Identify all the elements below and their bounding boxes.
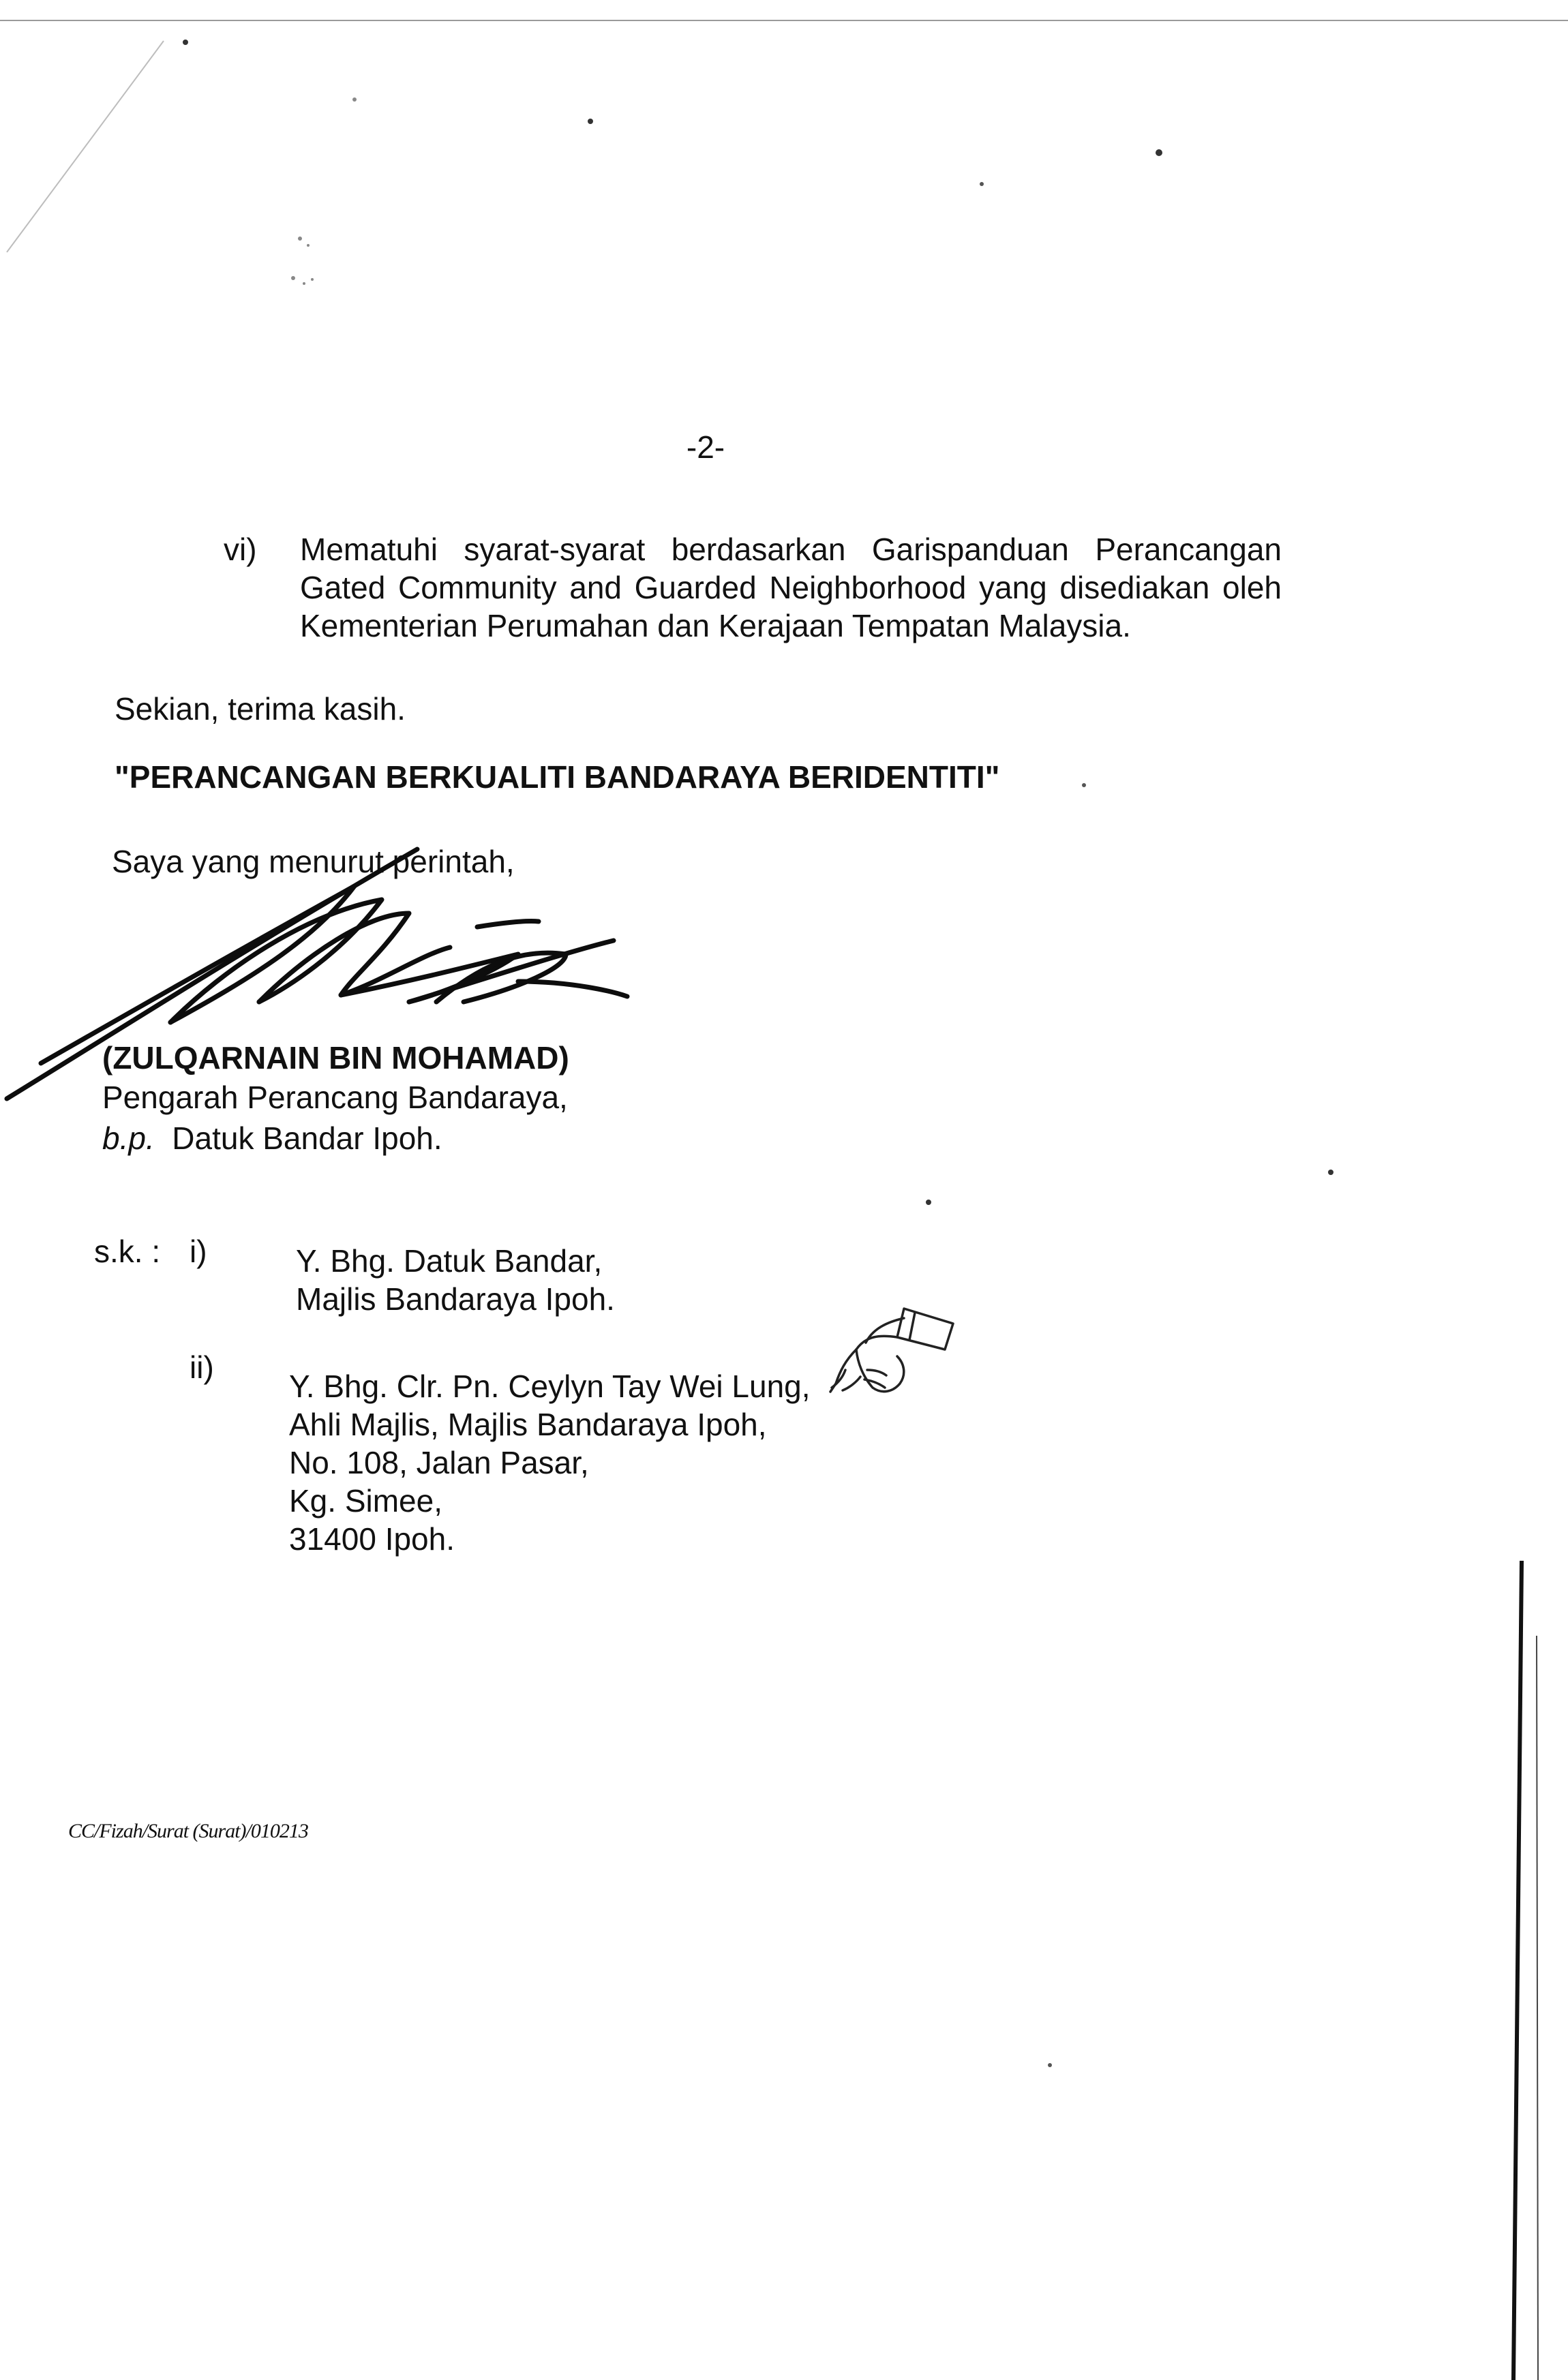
cc-label: s.k. :	[94, 1234, 161, 1269]
item-text: Mematuhi syarat-syarat berdasarkan Garispanduan Perancangan Gated Community and Guarded Neighborhood yang disediakan oleh Kementerian Perumahan dan Kerajaan Tempatan Malaysia.	[300, 532, 1282, 643]
closing-line: Sekian, terima kasih.	[115, 691, 406, 727]
item-marker: vi)	[224, 532, 257, 567]
cc-recipient-line: 31400 Ipoh.	[289, 1521, 455, 1557]
cc-number: ii)	[190, 1349, 214, 1385]
reference-code: CC/Fizah/Surat (Surat)/010213	[68, 1820, 308, 1842]
cc-recipient-line: Y. Bhg. Clr. Pn. Ceylyn Tay Wei Lung,	[289, 1369, 811, 1404]
signer-title: Pengarah Perancang Bandaraya,	[102, 1080, 568, 1115]
page-number: -2-	[686, 429, 725, 465]
cc-recipient-line: No. 108, Jalan Pasar,	[289, 1445, 589, 1480]
signer-name: (ZULQARNAIN BIN MOHAMAD)	[102, 1040, 569, 1075]
salutation: Saya yang menurut perintah,	[112, 844, 515, 879]
cc-recipient-line: Ahli Majlis, Majlis Bandaraya Ipoh,	[289, 1407, 767, 1442]
slogan: "PERANCANGAN BERKUALITI BANDARAYA BERIDENTITI"	[115, 759, 1000, 795]
cc-recipient-line: Kg. Simee,	[289, 1483, 442, 1519]
cc-recipient-line: Y. Bhg. Datuk Bandar,	[296, 1243, 603, 1279]
bp-text: Datuk Bandar Ipoh.	[172, 1120, 442, 1156]
cc-recipient-line: Majlis Bandaraya Ipoh.	[296, 1281, 615, 1317]
bp-prefix: b.p.	[102, 1120, 155, 1156]
cc-number: i)	[190, 1234, 207, 1269]
